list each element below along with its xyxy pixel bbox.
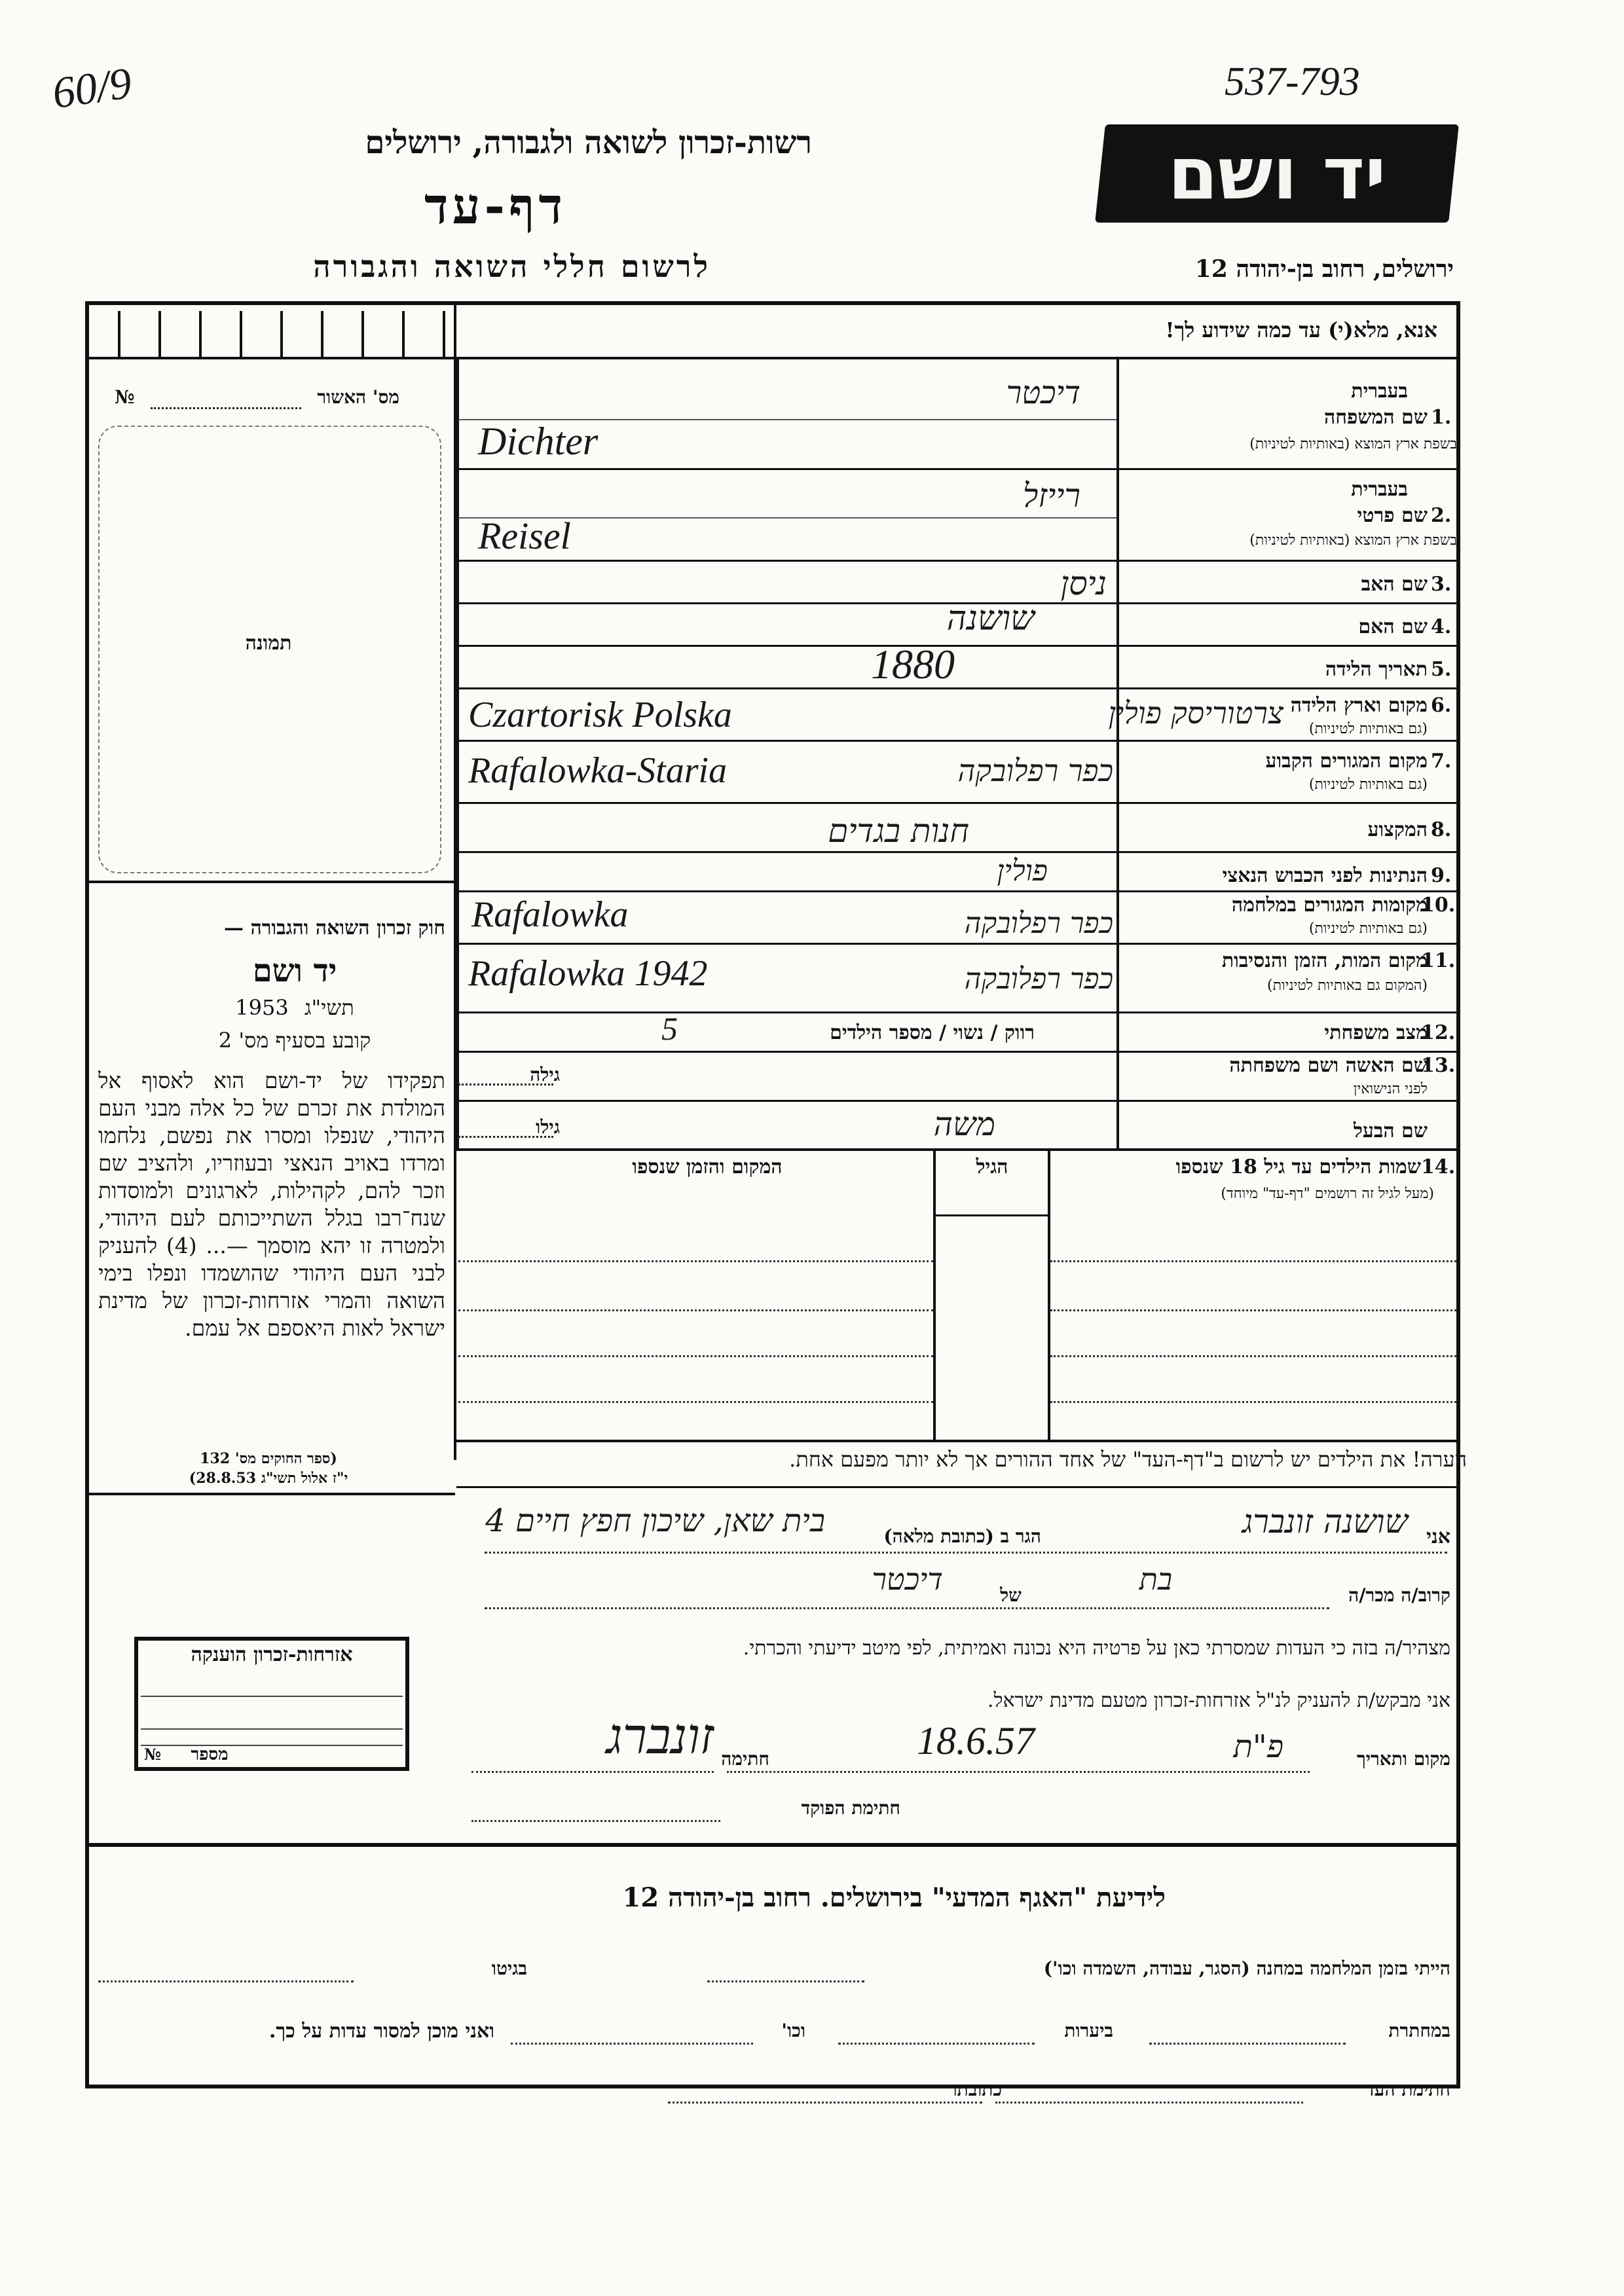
- field-11-sub: (המקום גם באותיות לטיניות): [1267, 977, 1428, 994]
- surname-latin-value[interactable]: Dichter: [478, 420, 599, 463]
- children-name-row-2[interactable]: [1050, 1309, 1456, 1311]
- row-line-13: [456, 1100, 1460, 1102]
- law-source-2: י"ז אלול תשי"ג 28.8.53): [189, 1470, 348, 1487]
- place-date-line: [727, 1771, 1310, 1773]
- approval-label: מס' האשור: [317, 386, 399, 408]
- field-13-number: 13.: [1421, 1054, 1456, 1077]
- citizenship-number-label: מספר: [191, 1745, 229, 1764]
- field-12-number: 12.: [1421, 1021, 1456, 1044]
- relation-line: [485, 1607, 1329, 1609]
- form-subtitle: לרשום חללי השואה והגבורה: [313, 249, 710, 284]
- field-3-label: שם האב: [1361, 573, 1428, 596]
- signature-label: חתימה: [721, 1748, 769, 1770]
- camp-label: הייתי בזמן המלחמה במחנה (הסגר, עבודה, השמדה וכו'): [1043, 1958, 1450, 1979]
- field-3-number: 3.: [1431, 573, 1452, 596]
- children-table-title: שמות הילדים עד גיל 18 שנספו: [1175, 1156, 1421, 1178]
- mother-name-value[interactable]: שושנה: [946, 599, 1035, 638]
- children-place-header: המקום והזמן שנספו: [632, 1156, 783, 1178]
- field-2-label: שם פרטי: [1357, 504, 1428, 527]
- camp-line[interactable]: [707, 1980, 864, 1982]
- declarant-name-value[interactable]: שושנה זונברג: [1242, 1503, 1408, 1540]
- children-table-number: 14.: [1421, 1156, 1456, 1178]
- field-2-number: 2.: [1431, 504, 1452, 527]
- field-4-number: 4.: [1431, 615, 1452, 638]
- wife-age-label: גילה: [530, 1064, 560, 1085]
- relation-value[interactable]: בת: [1139, 1561, 1172, 1597]
- row-line-12: [456, 1051, 1460, 1053]
- birth-place-latin-value[interactable]: Czartorisk Polska: [468, 695, 732, 735]
- testify-statement: ואני מוכן למסור עדות על כך.: [268, 2020, 494, 2043]
- row-line-2: [456, 560, 1460, 562]
- field-1-label: שם המשפחה: [1323, 406, 1428, 429]
- law-name: יד ושם: [252, 953, 337, 989]
- photo-label: תמונה: [245, 632, 292, 655]
- underground-label: במחתרת: [1388, 2020, 1450, 2041]
- field-7-label: מקום המגורים הקבוע: [1265, 750, 1428, 773]
- children-row-1[interactable]: [458, 1260, 933, 1262]
- birth-date-value[interactable]: 1880: [871, 641, 955, 687]
- children-row-3[interactable]: [458, 1355, 933, 1357]
- value-column-divider: [456, 359, 459, 1148]
- field-1-hebrew-tag: בעברית: [1351, 380, 1408, 403]
- declarant-label: אני: [1426, 1525, 1450, 1548]
- law-clause: קובע בסעיף מס' 2: [218, 1028, 371, 1053]
- field-10-number: 10.: [1421, 894, 1456, 917]
- photo-bottom-line: [85, 881, 455, 883]
- row-line-1: [456, 468, 1460, 470]
- children-name-row-3[interactable]: [1050, 1355, 1456, 1357]
- field-6-number: 6.: [1431, 694, 1452, 717]
- of-label: של: [1000, 1584, 1022, 1606]
- row-line-4: [456, 645, 1460, 647]
- label-column-divider: [1116, 359, 1119, 1148]
- law-source-1: (ספר החוקים מס' 132: [200, 1450, 337, 1467]
- first-name-latin-value[interactable]: Reisel: [478, 515, 571, 557]
- logo-text: יד ושם: [1168, 132, 1386, 215]
- row-line-11: [456, 1011, 1460, 1013]
- wife-age-field[interactable]: [458, 1084, 553, 1085]
- residence-hebrew-value[interactable]: כפר רפלובקה: [957, 753, 1113, 788]
- field-7-number: 7.: [1431, 750, 1452, 773]
- signature-value[interactable]: זונברג: [606, 1709, 714, 1764]
- truth-statement: מצהיר/ה בזה כי העדות שמסרתי כאן על פרטיה היא נכונה ואמיתית, לפי מיטב ידיעתי והכרתי.: [743, 1637, 1450, 1660]
- field-13-sub: לפני הנישואין: [1353, 1081, 1428, 1097]
- children-table-subtitle: (מעל לגיל זה רושמים "דף-עד" מיוחד): [1221, 1186, 1434, 1202]
- bottom-separator: [85, 1843, 1460, 1847]
- approval-number-field[interactable]: [151, 407, 301, 409]
- husband-name-value[interactable]: משה: [933, 1105, 995, 1143]
- field-6-sub: (גם באותיות לטיניות): [1308, 721, 1428, 737]
- citizenship-box-title: אזרחות-זכרון הוענקה: [191, 1643, 353, 1666]
- logo-address: ירושלים, רחוב בן-יהודה 12: [1194, 255, 1454, 283]
- forests-line[interactable]: [838, 2043, 1035, 2045]
- etc-line[interactable]: [511, 2043, 753, 2045]
- place-value[interactable]: פ"ת: [1233, 1728, 1283, 1765]
- surname-hebrew-value[interactable]: דיכטר: [1006, 374, 1080, 411]
- field-2-sub: בשפת ארץ המוצא (באותיות לטיניות): [1249, 532, 1457, 549]
- death-place-hebrew-value[interactable]: כפר רפלובקה: [964, 962, 1113, 996]
- field-5-number: 5.: [1431, 658, 1452, 681]
- row-line-5: [456, 687, 1460, 689]
- children-name-row-1[interactable]: [1050, 1260, 1456, 1262]
- marital-status-options[interactable]: רווק / נשוי / מספר הילדים: [830, 1021, 1035, 1044]
- field-1-sub: בשפת ארץ המוצא (באותיות לטיניות): [1249, 436, 1457, 452]
- children-count-value[interactable]: 5: [661, 1010, 678, 1047]
- law-year: [210, 995, 380, 1020]
- children-header-line: [936, 1214, 1048, 1216]
- profession-value[interactable]: חנות בגדים: [828, 812, 969, 850]
- note-text: הערה! את הילדים יש לרשום ב"דף-העד" של אחד ההורים אך לא יותר מפעם אחת.: [789, 1447, 1467, 1472]
- husband-age-label: גילו: [536, 1116, 560, 1138]
- children-col-divider-1: [1048, 1148, 1050, 1440]
- bottom-title: לידיעת "האגף המדעי" בירושלים. רחוב בן-יהודה 12: [622, 1882, 1166, 1913]
- field-11-number: 11.: [1421, 949, 1456, 972]
- witness-signature-line[interactable]: [995, 2102, 1303, 2104]
- field-9-number: 9.: [1431, 864, 1452, 887]
- law-year-hebrew: תשי"ג: [304, 995, 354, 1020]
- husband-age-field[interactable]: [458, 1136, 553, 1138]
- children-row-2[interactable]: [458, 1309, 933, 1311]
- row-line-9: [456, 890, 1460, 892]
- first-name-hebrew-value[interactable]: רייזל: [1022, 477, 1080, 515]
- forests-label: ביערות: [1064, 2020, 1113, 2041]
- instruction-text: אנא, מלא(י) עד כמה שידוע לך!: [1165, 318, 1437, 342]
- field-1-number: 1.: [1431, 406, 1452, 429]
- field-9-label: הנתינות לפני הכבוש הנאצי: [1222, 864, 1428, 887]
- field-6-label: מקום וארץ הלידה: [1290, 694, 1428, 717]
- children-row-4[interactable]: [458, 1401, 933, 1403]
- wartime-residence-latin-value[interactable]: Rafalowka: [471, 894, 629, 935]
- law-body: תפקידו של יד-ושם הוא לאסוף אל המולדת את זכרם של כל אלה מבני העם היהודי, שנפלו ומסרו את נפשם, נלחמו ומרדו באויב הנאצי ובעוזריו, ולהציב שם וזכר להם, לקהילות, לארגונים ולמוסדות שנח־רבו בגלל השתייכותם לעם היהודי, ולמטרה זו יהא מוסמך —... (4) להעניק לבני העם היהודי שהושמדו ונפלו בימי השואה והמרי אזרחות-זכרון של מדינת ישראל לאות היאספם אל עמם.: [98, 1068, 445, 1341]
- authority-name: רשות-זכרון לשואה ולגבורה, ירושלים: [365, 124, 812, 161]
- field-7-sub: (גם באותיות לטיניות): [1308, 776, 1428, 793]
- relation-of-value[interactable]: דיכטר: [872, 1561, 943, 1597]
- husband-label: שם הבעל: [1353, 1120, 1428, 1142]
- field-10-label: מקומות המגורים במלחמה: [1231, 894, 1428, 917]
- corner-mark: 60/9: [49, 57, 135, 118]
- approval-number-boxes[interactable]: [118, 311, 452, 357]
- row-line-7: [456, 802, 1460, 804]
- wartime-residence-hebrew-value[interactable]: כפר רפלובקה: [964, 907, 1113, 940]
- relation-label: קרוב/ה מכר/ה: [1348, 1584, 1450, 1606]
- witness-address-line[interactable]: [668, 2102, 982, 2104]
- field-13-label: שם האשה ושם משפחתה: [1229, 1054, 1428, 1077]
- row-line-8: [456, 851, 1460, 853]
- field-5-label: תאריך הלידה: [1325, 658, 1428, 681]
- archive-number: 537-793: [1225, 60, 1360, 104]
- declarant-address-label: הגר ב (כתובת מלאה): [883, 1525, 1041, 1547]
- children-name-row-4[interactable]: [1050, 1401, 1456, 1403]
- date-value[interactable]: 18.6.57: [917, 1719, 1035, 1762]
- birth-place-hebrew-value[interactable]: צרטוריסק פולין: [1108, 695, 1283, 731]
- citizenship-request: אני מבקש/ת להעניק לנ"ל אזרחות-זכרון מטעם מדינת ישראל.: [987, 1689, 1450, 1712]
- law-box-bottom: [85, 1493, 455, 1495]
- ghetto-label: בגיטו: [491, 1958, 527, 1979]
- underground-line[interactable]: [1149, 2043, 1346, 2045]
- law-year-number: 1953: [235, 995, 289, 1020]
- instruction-divider: [85, 357, 1460, 359]
- officer-signature-line[interactable]: [471, 1820, 720, 1822]
- witness-address-label: כתובתו: [952, 2079, 1002, 2100]
- death-place-latin-value[interactable]: Rafalowka 1942: [468, 953, 708, 994]
- citizenship-box-line-1: [141, 1696, 403, 1697]
- officer-signature-label: חתימת הפוקד: [801, 1797, 900, 1819]
- form-title: דף-עד: [424, 177, 566, 235]
- note-line: [456, 1486, 1460, 1488]
- citizenship-box-line-2: [141, 1728, 403, 1730]
- field-8-label: המקצוע: [1367, 818, 1428, 841]
- ghetto-line[interactable]: [98, 1980, 354, 1982]
- children-age-header: הגיל: [976, 1156, 1008, 1178]
- field-4-label: שם האם: [1358, 615, 1428, 638]
- row-line-10: [456, 943, 1460, 945]
- field-10-sub: (גם באותיות לטיניות): [1308, 920, 1428, 937]
- residence-latin-value[interactable]: Rafalowka-Staria: [468, 750, 728, 791]
- etc-label: וכו': [781, 2020, 805, 2041]
- declarant-address-value[interactable]: בית שאן, שיכון חפץ חיים 4: [485, 1503, 825, 1539]
- field-2-hebrew-tag: בעברית: [1351, 478, 1408, 501]
- field-11-label: מקום המות, הזמן והנסיבות: [1221, 949, 1428, 972]
- place-date-label: מקום ותאריך: [1356, 1748, 1450, 1770]
- citizenship-value[interactable]: פולין: [997, 854, 1048, 888]
- declarant-line: [485, 1552, 1447, 1554]
- citizenship-number-mark: №: [144, 1745, 162, 1764]
- law-title: חוק זכרון השואה והגבורה —: [224, 917, 445, 939]
- field-8-number: 8.: [1431, 818, 1452, 841]
- approval-mark: №: [115, 386, 135, 408]
- children-col-divider-2: [933, 1148, 936, 1440]
- field-12-label: מצב משפחתי: [1324, 1021, 1428, 1044]
- signature-line: [471, 1771, 714, 1773]
- row-line-6: [456, 740, 1460, 742]
- father-name-value[interactable]: ניסן: [1060, 564, 1107, 602]
- witness-signature-label: חתימת העד: [1365, 2079, 1450, 2100]
